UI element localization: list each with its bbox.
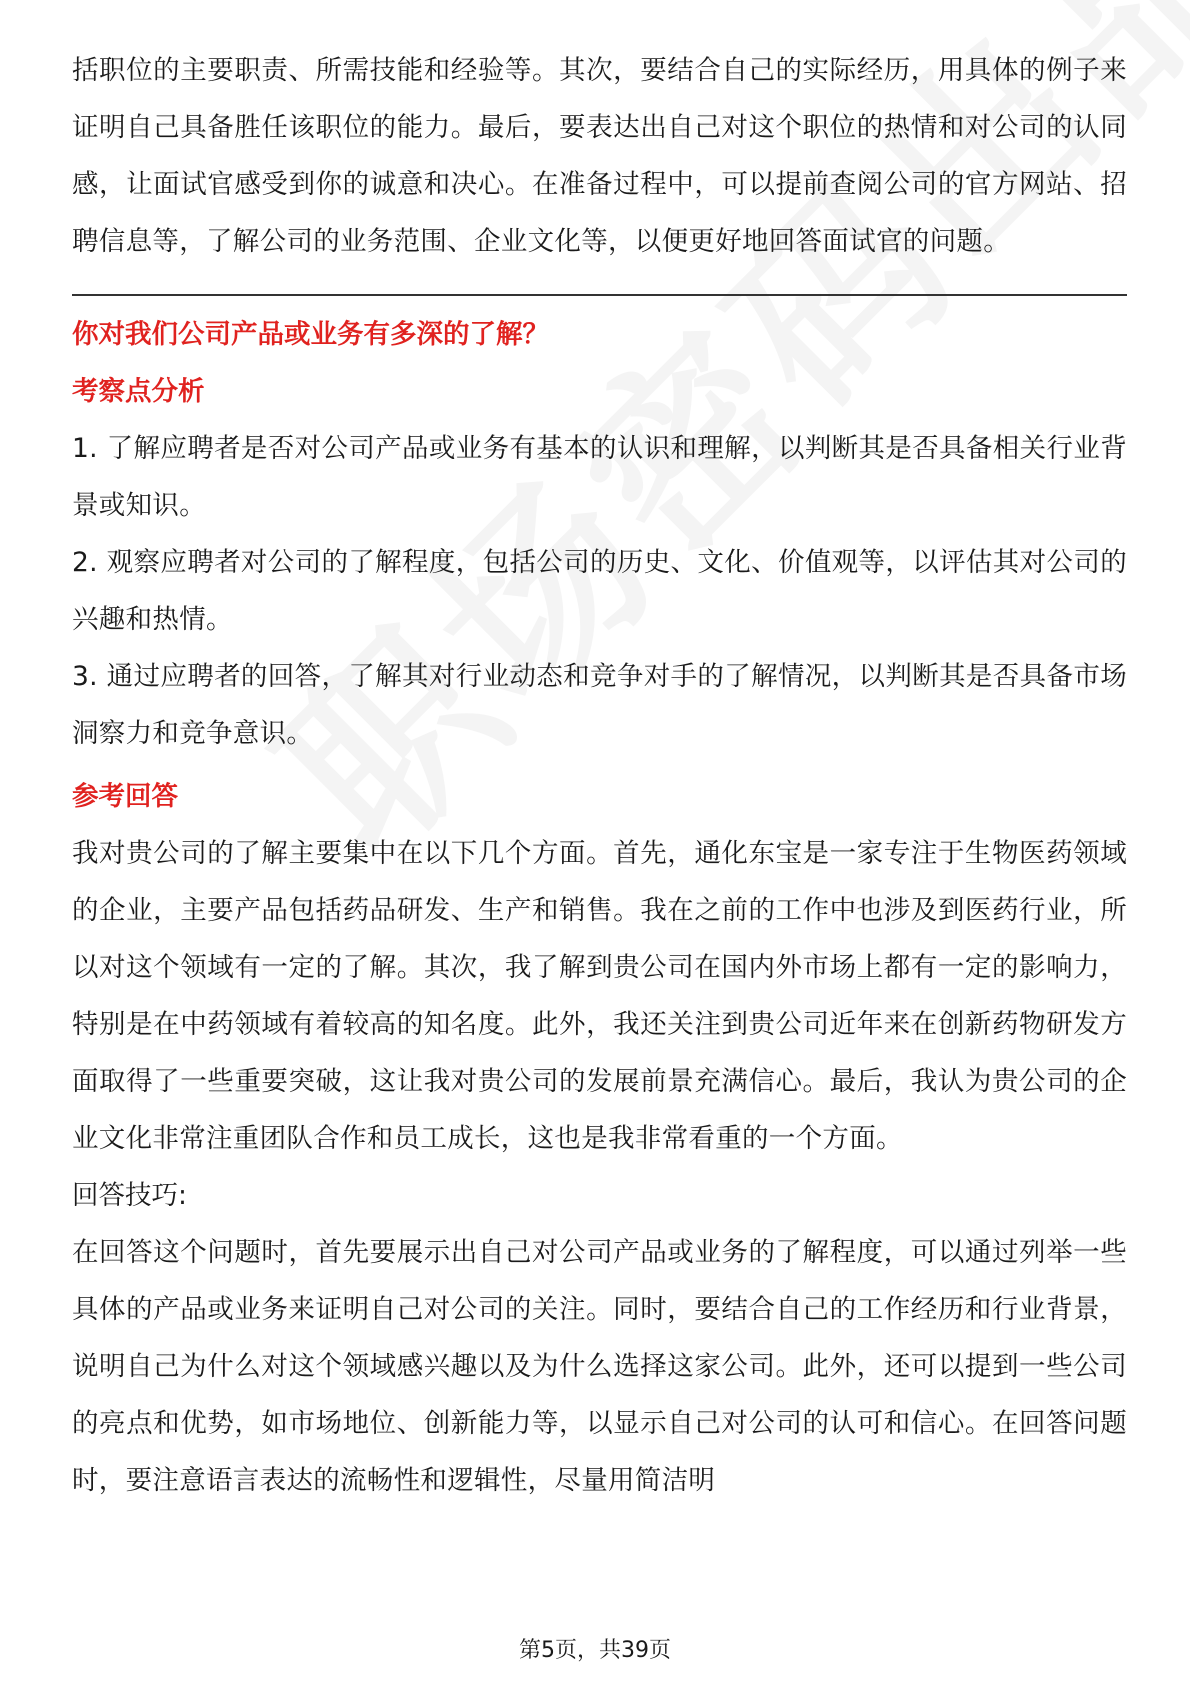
analysis-item-2: 2. 观察应聘者对公司的了解程度，包括公司的历史、文化、价值观等，以评估其对公司的兴趣和热情。	[72, 547, 1127, 635]
analysis-title: 考察点分析	[72, 376, 205, 407]
analysis-item-3: 3. 通过应聘者的回答，了解其对行业动态和竞争对手的了解情况，以判断其是否具备市场洞察力和竞争意识。	[72, 661, 1127, 749]
tips-label: 回答技巧:	[72, 1180, 187, 1211]
page-footer: 第5页，共39页	[519, 1638, 671, 1663]
analysis-item-1: 1. 了解应聘者是否对公司产品或业务有基本的认识和理解，以判断其是否具备相关行业背景或知识。	[72, 433, 1127, 521]
document-page	[72, 42, 1127, 1509]
reference-answer: 我对贵公司的了解主要集中在以下几个方面。首先，通化东宝是一家专注于生物医药领域的企业，主要产品包括药品研发、生产和销售。我在之前的工作中也涉及到医药行业，所以对这个领域有一定的了解。其次，我了解到贵公司在国内外市场上都有一定的影响力，特别是在中药领域有着较高的知名度。此外，我还关注到贵公司近年来在创新药物研发方面取得了一些重要突破，这让我对贵公司的发展前景充满信心。最后，我认为贵公司的企业文化非常注重团队合作和员工成长，这也是我非常看重的一个方面。	[72, 838, 1127, 1154]
intro-paragraph: 括职位的主要职责、所需技能和经验等。其次，要结合自己的实际经历，用具体的例子来证明自己具备胜任该职位的能力。最后，要表达出自己对这个职位的热情和对公司的认同感，让面试官感受到你的诚意和决心。在准备过程中，可以提前查阅公司的官方网站、招聘信息等，了解公司的业务范围、企业文化等，以便更好地回答面试官的问题。	[72, 55, 1127, 257]
tips-paragraph: 在回答这个问题时，首先要展示出自己对公司产品或业务的了解程度，可以通过列举一些具体的产品或业务来证明自己对公司的关注。同时，要结合自己的工作经历和行业背景，说明自己为什么对这个领域感兴趣以及为什么选择这家公司。此外，还可以提到一些公司的亮点和优势，如市场地位、创新能力等，以显示自己对公司的认可和信心。在回答问题时，要注意语言表达的流畅性和逻辑性，尽量用简洁明	[72, 1237, 1127, 1496]
section-divider	[72, 294, 1127, 296]
question-heading: 你对我们公司产品或业务有多深的了解？	[72, 319, 549, 350]
reference-title: 参考回答	[72, 781, 178, 812]
